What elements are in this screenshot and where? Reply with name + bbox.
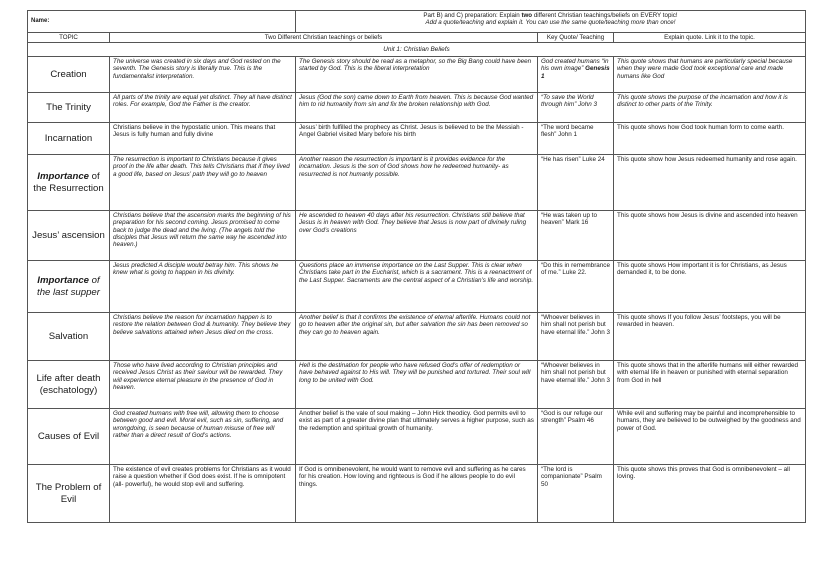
unit-title: Unit 1: Christian Beliefs — [28, 43, 806, 57]
explain-cell: This quote shows the purpose of the incarnation and how it is distinct to other parts of the Trinity. — [614, 93, 806, 123]
belief2-cell: Jesus (God the son) came down to Earth from heaven. This is because God wanted him to rid humanity from sin and fix the broken relationship with God. — [296, 93, 538, 123]
table-row — [28, 409, 806, 465]
unit-row — [28, 43, 806, 57]
belief2-cell: Another belief is that it confirms the existence of eternal afterlife. Humans could not go to heaven after the original sin, but after salvation the sin has been removed so they can go to heaven again. — [296, 313, 538, 361]
topic-cell: Life after death (eschatology) — [28, 361, 110, 409]
instruction-part1: Part B) and C) preparation: Explain — [423, 12, 522, 19]
header-row — [28, 11, 806, 33]
quote-cell: “He has risen” Luke 24 — [538, 155, 614, 211]
explain-cell: While evil and suffering may be painful and incomprehensible to humans, they are believed to be outweighed by the goodness and power of God. — [614, 409, 806, 465]
explain-cell: This quote shows how Jesus is divine and ascended into heaven — [614, 211, 806, 261]
table-row — [28, 57, 806, 93]
col-quote: Key Quote/ Teaching — [538, 33, 614, 43]
belief2-cell: Questions place an immense importance on the Last Supper. This is clear when Christians take part in the Eucharist, which is a sacrament. This is a reenactment of the Last Supper. Sacraments are the central aspect of a Christian’s life and worship. — [296, 261, 538, 313]
explain-cell: This quote shows that in the afterlife humans will either rewarded with eternal life in heaven or punished with eternal separation from God in hell — [614, 361, 806, 409]
topic-cell: Causes of Evil — [28, 409, 110, 465]
topic-rest: of the Resurrection — [33, 171, 104, 194]
explain-cell: This quote shows how God took human form to come earth. — [614, 123, 806, 155]
name-label: Name: — [31, 17, 50, 24]
belief1-cell: The universe was created in six days and God rested on the seventh. The Genesis story is literally true. This is the fundamentalist interpretation. — [110, 57, 296, 93]
belief1-cell: Christians believe that the ascension marks the beginning of his preparation for his second coming. Jesus promised to come back to judge the dead and the living. (The angels told the disciples that Jesus will return the same way he ascended into heaven.) — [110, 211, 296, 261]
quote-cell: “The word became flesh” John 1 — [538, 123, 614, 155]
worksheet — [27, 10, 805, 523]
table-row — [28, 93, 806, 123]
beliefs-table — [27, 10, 806, 523]
topic-cell: Creation — [28, 57, 110, 93]
quote-cell: “God is our refuge our strength” Psalm 46 — [538, 409, 614, 465]
quote-cell: “To save the World through him” John 3 — [538, 93, 614, 123]
instruction-part2: different Christian teachings/beliefs on EVERY topic! — [532, 12, 678, 19]
belief2-cell: If God is omnibenevolent, he would want to remove evil and suffering as he cares for his creation. How loving and righteous is God if he allows people to do evil things. — [296, 465, 538, 523]
quote-cell: “Whoever believes in him shall not perish but have eternal life.” John 3 — [538, 361, 614, 409]
topic-cell: Salvation — [28, 313, 110, 361]
name-field[interactable] — [28, 11, 296, 33]
topic-cell — [28, 261, 110, 313]
belief2-cell: He ascended to heaven 40 days after his resurrection. Christians still believe that Jesus is in heaven with God. They believe that Jesus is now part of divinely ruling over God’s creations — [296, 211, 538, 261]
belief1-cell: Jesus predicted A disciple would betray him. This shows he knew what is going to happen in his divinity. — [110, 261, 296, 313]
belief2-cell: Jesus’ birth fulfilled the prophecy as Christ. Jesus is believed to be the Messiah - Angel Gabriel visited Mary before his birth — [296, 123, 538, 155]
table-row — [28, 261, 806, 313]
quote-cell: “Whoever believes in him shall not perish but have eternal life.” John 3 — [538, 313, 614, 361]
topic-cell: Jesus’ ascension — [28, 211, 110, 261]
table-row — [28, 123, 806, 155]
instruction-line2: Add a quote/teaching and explain it. You can use the same quote/teaching more than once! — [425, 19, 676, 27]
explain-cell: This quote show how Jesus redeemed humanity and rose again. — [614, 155, 806, 211]
explain-cell: This quote shows this proves that God is omnibenevolent – all loving. — [614, 465, 806, 523]
belief1-cell: Those who have lived according to Christian principles and received Jesus Christ as their saviour will be rewarded. They will experience eternal pleasure in the presence of God in heaven. — [110, 361, 296, 409]
belief1-cell: The existence of evil creates problems for Christians as it would raise a question whether if God does exist. If he is omnipotent (all- powerful), he would stop evil and suffering. — [110, 465, 296, 523]
explain-cell: This quote shows that humans are particularly special because when they were made God took exceptional care and made humans like God — [614, 57, 806, 93]
quote-cell — [538, 57, 614, 93]
column-header-row — [28, 33, 806, 43]
col-teachings: Two Different Christian teachings or beliefs — [110, 33, 538, 43]
quote-cell: “Do this in remembrance of me.” Luke 22. — [538, 261, 614, 313]
instruction-bold: two — [521, 12, 533, 19]
belief2-cell: Hell is the destination for people who have refused God’s offer of redemption or have behaved against to His will. They will be punished and tortured. Their soul will long to be united with God. — [296, 361, 538, 409]
topic-rest: of the last supper — [37, 275, 100, 298]
belief2-cell: Another belief is the vale of soul making – John Hick theodicy. God permits evil to exist as part of a greater divine plan that ultimately serves a higher purpose, such as the redemption and spiritual growth of humanity. — [296, 409, 538, 465]
belief1-cell: Christians believe the reason for incarnation happen is to restore the relation between God & humanity. They believe they believe salvations attained when Jesus died on the cross. — [110, 313, 296, 361]
topic-strong: Importance — [37, 171, 90, 182]
quote-cell: “The lord is companionate” Psalm 50 — [538, 465, 614, 523]
topic-cell — [28, 155, 110, 211]
table-row — [28, 211, 806, 261]
topic-cell: The Trinity — [28, 93, 110, 123]
belief1-cell: The resurrection is important to Christians because it gives proof in the life after death. This tells Christians that if they lived a good life, based on Jesus’ path they will go to heaven — [110, 155, 296, 211]
topic-strong: Importance — [37, 275, 90, 286]
belief1-cell: Christians believe in the hypostatic union. This means that Jesus is fully human and fully divine — [110, 123, 296, 155]
topic-cell: Incarnation — [28, 123, 110, 155]
instructions — [296, 11, 806, 33]
explain-cell: This quote shows If you follow Jesus’ footsteps, you will be rewarded in heaven. — [614, 313, 806, 361]
table-row — [28, 155, 806, 211]
col-explain: Explain quote. Link it to the topic. — [614, 33, 806, 43]
table-row — [28, 313, 806, 361]
topic-cell: The Problem of Evil — [28, 465, 110, 523]
quote-cell: “He was taken up to heaven” Mark 16 — [538, 211, 614, 261]
belief1-cell: All parts of the trinity are equal yet distinct. They all have distinct roles. For example, God the Father is the creator. — [110, 93, 296, 123]
belief2-cell: Another reason the resurrection is important is it provides evidence for the incarnation. Jesus is the son of God shows how he redeemed humanity- as resurrected is not humanly possible. — [296, 155, 538, 211]
col-topic: TOPIC — [28, 33, 110, 43]
explain-cell: This quote shows How important it is for Christians, as Jesus demanded it, to be done. — [614, 261, 806, 313]
belief1-cell: God created humans with free will, allowing them to choose between good and evil. Moral evil, such as sin, suffering, and wrongdoing, is seen because of human misuse of free will rather than a direct result of God’s actions. — [110, 409, 296, 465]
table-row — [28, 361, 806, 409]
belief2-cell: The Genesis story should be read as a metaphor, so the Big Bang could have been started by God. This is the liberal interpretation — [296, 57, 538, 93]
quote-text: God created humans “in his own image” — [541, 58, 609, 73]
quote-ref: Genesis 1 — [541, 65, 610, 80]
table-row — [28, 465, 806, 523]
